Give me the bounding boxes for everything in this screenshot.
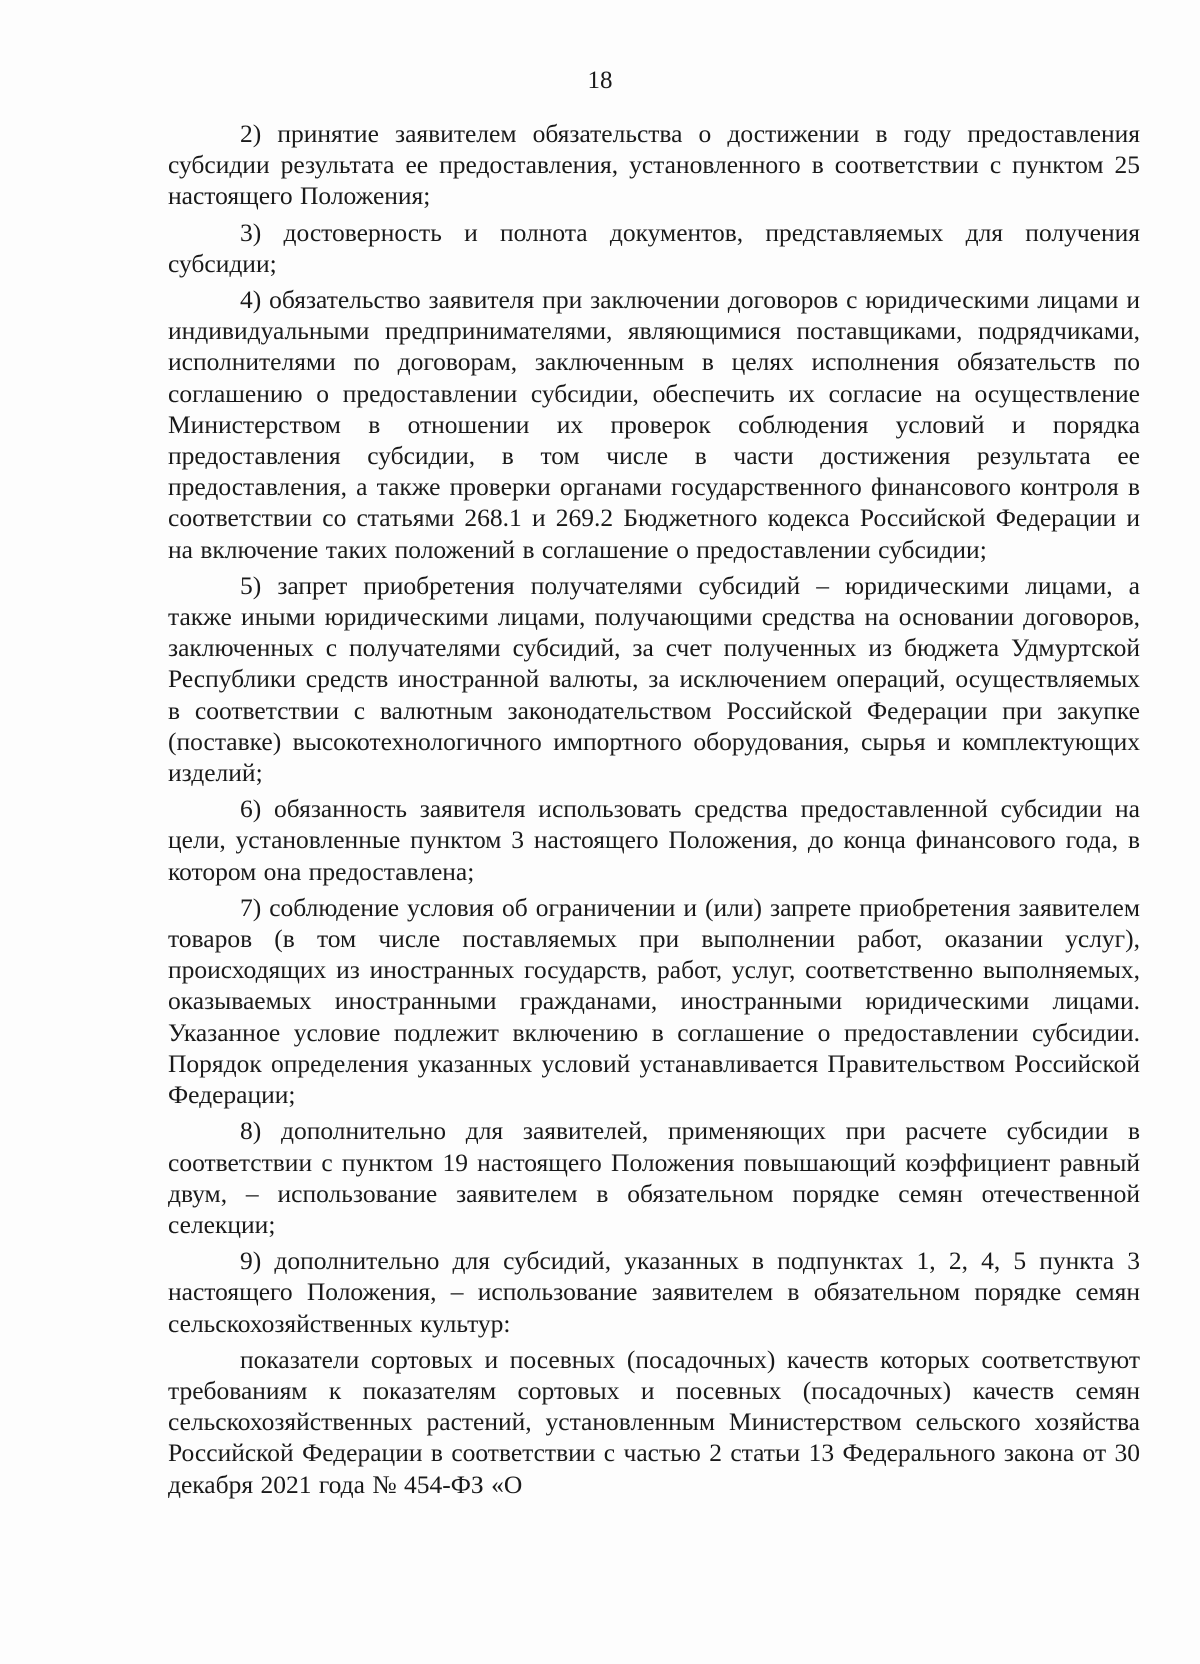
paragraph-item-8: 8) дополнительно для заявителей, применяющих при расчете субсидии в соответствии с пунктом 19 настоящего Положения повышающий коэффициент равный двум, – использование заявителем в обязательном порядке семян отечественной селекции; [168,1116,1140,1239]
paragraph-item-9: 9) дополнительно для субсидий, указанных в подпунктах 1, 2, 4, 5 пункта 3 настоящего Положения, – использование заявителем в обязательном порядке семян сельскохозяйственных культур: [168,1246,1140,1338]
paragraph-item-3: 3) достоверность и полнота документов, представляемых для получения субсидии; [168,217,1140,278]
paragraph-seed-indicators: показатели сортовых и посевных (посадочных) качеств которых соответствуют требованиям к показателям сортовых и посевных (посадочных) качеств семян сельскохозяйственных растений, установленным Министерством сельского хозяйства Российской Федерации в соответствии с частью 2 статьи 13 Федерального закона от 30 декабря 2021 года № 454-ФЗ «О [168,1344,1140,1499]
paragraph-item-2: 2) принятие заявителем обязательства о достижении в году предоставления субсидии результата ее предоставления, установленного в соответствии с пунктом 25 настоящего Положения; [168,119,1140,211]
paragraph-item-4: 4) обязательство заявителя при заключении договоров с юридическими лицами и индивидуальными предпринимателями, являющимися поставщиками, подрядчиками, исполнителями по договорам, заключенным в целях исполнения обязательств по соглашению о предоставлении субсидии, обеспечить их согласие на осуществление Министерством в отношении их проверок соблюдения условий и порядка предоставления субсидии, в том числе в части достижения результата ее предоставления, а также проверки органами государственного финансового контроля в соответствии со статьями 268.1 и 269.2 Бюджетного кодекса Российской Федерации и на включение таких положений в соглашение о предоставлении субсидии; [168,285,1140,564]
paragraph-item-7: 7) соблюдение условия об ограничении и (или) запрете приобретения заявителем товаров (в том числе поставляемых при выполнении работ, оказании услуг), происходящих из иностранных государств, работ, услуг, соответственно выполняемых, оказываемых иностранными гражданами, иностранными юридическими лицами. Указанное условие подлежит включению в соглашение о предоставлении субсидии. Порядок определения указанных условий устанавливается Правительством Российской Федерации; [168,892,1140,1110]
document-body [168,118,1140,1505]
page-number: 18 [587,67,613,94]
paragraph-item-6: 6) обязанность заявителя использовать средства предоставленной субсидии на цели, установленные пунктом 3 настоящего Положения, до конца финансового года, в котором она предоставлена; [168,794,1140,886]
paragraph-item-5: 5) запрет приобретения получателями субсидий – юридическими лицами, а также иными юридическими лицами, получающими средства на основании договоров, заключенных с получателями субсидий, за счет полученных из бюджета Удмуртской Республики средств иностранной валюты, за исключением операций, осуществляемых в соответствии с валютным законодательством Российской Федерации при закупке (поставке) высокотехнологичного импортного оборудования, сырья и комплектующих изделий; [168,570,1140,788]
